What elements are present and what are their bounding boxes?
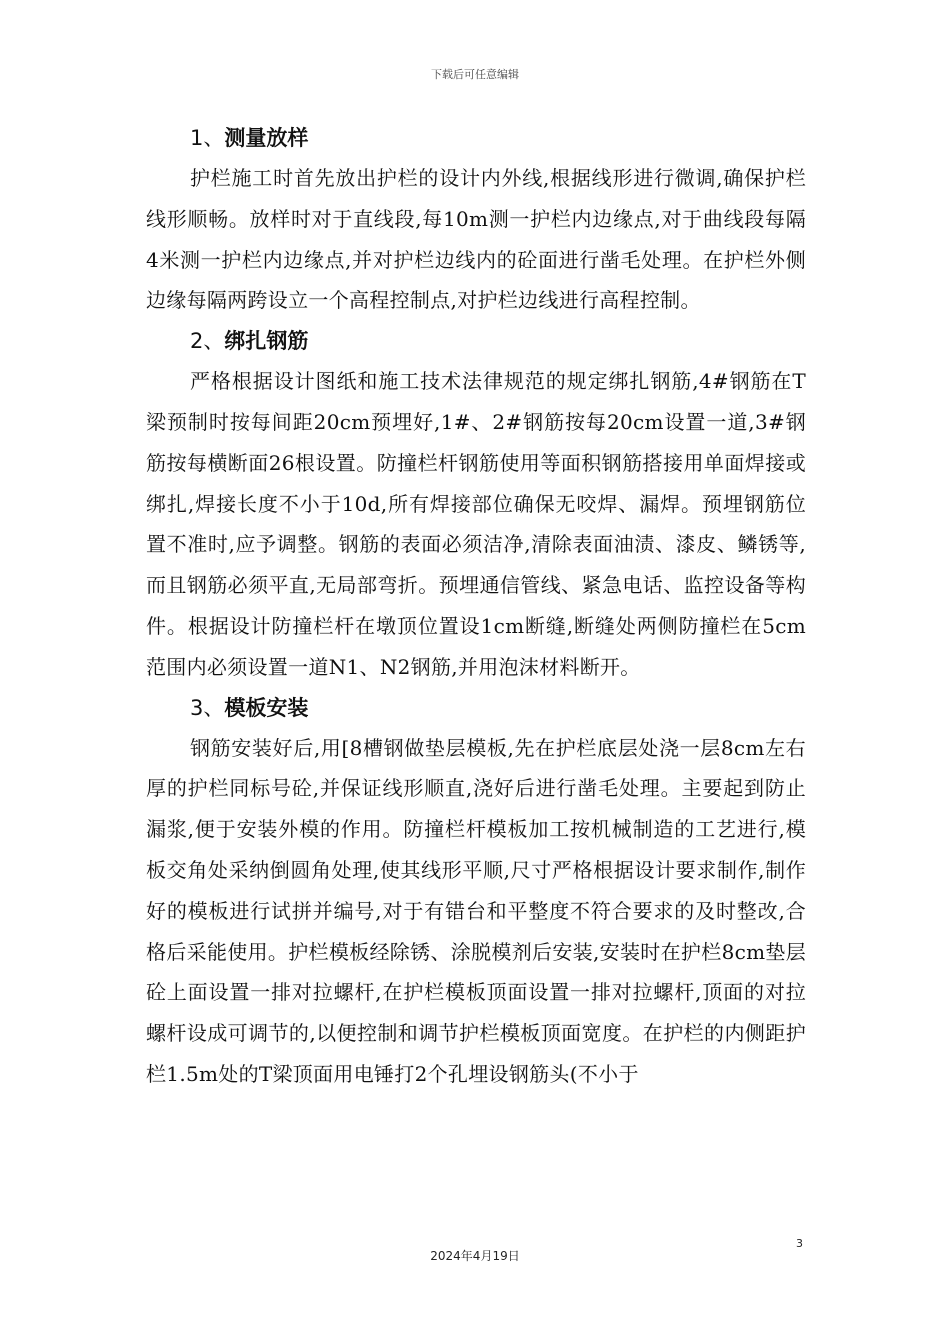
section-number: 1、 [190,126,225,150]
section-heading-2 [146,321,806,361]
section-title: 测量放样 [224,126,309,150]
page-number: 3 [796,1237,803,1250]
section-heading-1 [146,118,806,158]
page-header: 下载后可任意编辑 [431,68,519,81]
section-title: 模板安装 [224,695,309,720]
section-paragraph-3: 钢筋安装好后,用[8槽钢做垫层模板,先在护栏底层处浇一层8cm左右厚的护栏同标号砼,并保证线形顺直,浇好后进行凿毛处理。主要起到防止漏浆,便于安装外模的作用。防撞栏杆模板加工按机械制造的工艺进行,模板交角处采纳倒圆角处理,使其线形平顺,尺寸严格根据设计要求制作,制作好的模板进行试拼并编号,对于有错台和平整度不符合要求的及时整改,合格后采能使用。护栏模板经除锈、涂脱模剂后安装,安装时在护栏8cm垫层砼上面设置一排对拉螺杆,在护栏模板顶面设置一排对拉螺杆,顶面的对拉螺杆设成可调节的,以便控制和调节护栏模板顶面宽度。在护栏的内侧距护栏1.5m处的T梁顶面用电锤打2个孔埋设钢筋头(不小于 [146,735,806,1086]
document-body [146,118,806,1095]
section-heading-3 [146,688,806,728]
section-title: 绑扎钢筋 [224,329,309,354]
section-number: 3、 [190,695,225,720]
section-paragraph-2: 严格根据设计图纸和施工技术法律规范的规定绑扎钢筋,4#钢筋在T梁预制时按每间距20cm预埋好,1#、2#钢筋按每20cm设置一道,3#钢筋按每横断面26根设置。防撞栏杆钢筋使用等面积钢筋搭接用单面焊接或绑扎,焊接长度不小于10d,所有焊接部位确保无咬焊、漏焊。预埋钢筋位置不准时,应予调整。钢筋的表面必须洁净,清除表面油渍、漆皮、鳞锈等,而且钢筋必须平直,无局部弯折。预埋通信管线、紧急电话、监控设备等构件。根据设计防撞栏杆在墩顶位置设1cm断缝,断缝处两侧防撞栏在5cm范围内必须设置一道N1、N2钢筋,并用泡沫材料断开。 [146,369,806,679]
section-paragraph-1: 护栏施工时首先放出护栏的设计内外线,根据线形进行微调,确保护栏线形顺畅。放样时对于直线段,每10m测一护栏内边缘点,对于曲线段每隔4米测一护栏内边缘点,并对护栏边线内的砼面进行凿毛处理。在护栏外侧边缘每隔两跨设立一个高程控制点,对护栏边线进行高程控制。 [146,166,806,313]
footer-date: 2024年4月19日 [430,1249,520,1263]
section-number: 2、 [190,329,225,354]
